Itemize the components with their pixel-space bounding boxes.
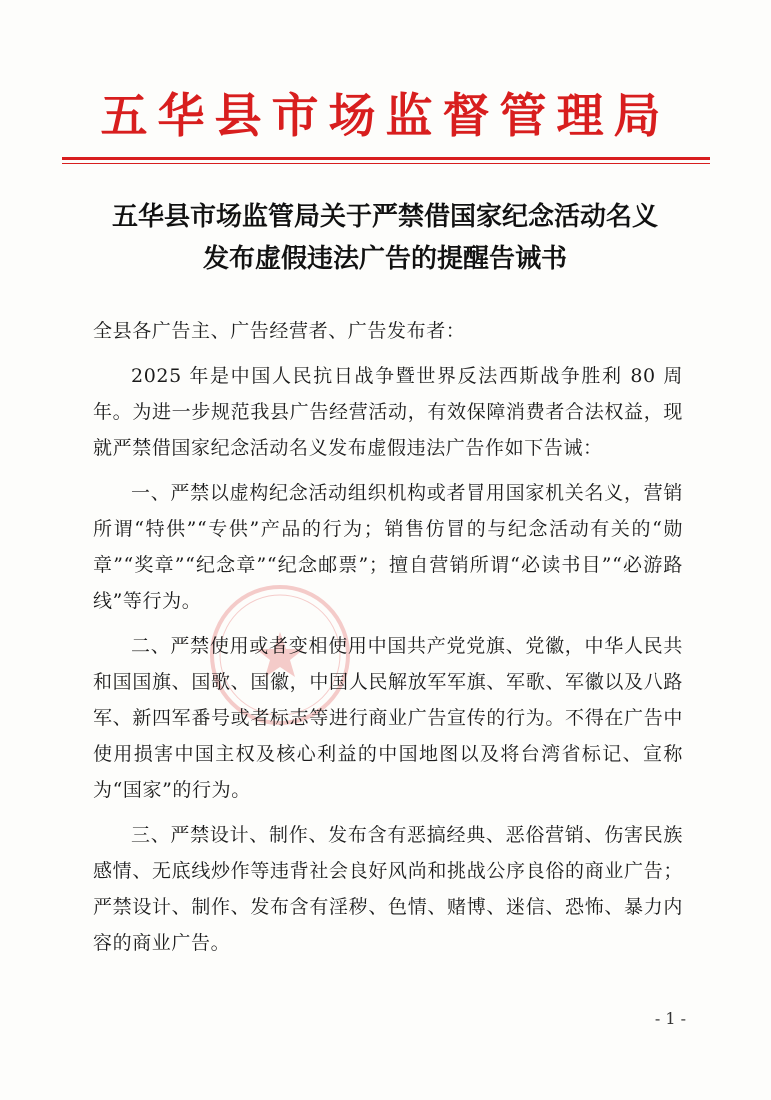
agency-letterhead: 五华县市场监督管理局 — [100, 89, 671, 144]
paragraph-intro: 2025 年是中国人民抗日战争暨世界反法西斯战争胜利 80 周年。为进一步规范我县广告经营活动，有效保障消费者合法权益，现就严禁借国家纪念活动名义发布虚假违法广告作如下告诫： — [93, 365, 683, 459]
letterhead-rule-thin — [62, 163, 710, 164]
document-title-line2: 发布虚假违法广告的提醒告诫书 — [202, 244, 567, 274]
letterhead-rule-thick — [62, 157, 710, 160]
document-title-line1: 五华县市场监管局关于严禁借国家纪念活动名义 — [111, 202, 658, 232]
document-title — [80, 196, 690, 280]
page-number: - 1 - — [654, 1009, 686, 1028]
salutation: 全县各广告主、广告经营者、广告发布者： — [93, 320, 466, 342]
paragraph-item-1: 一、严禁以虚构纪念活动组织机构或者冒用国家机关名义，营销所谓“特供”“专供”产品的行为；销售仿冒的与纪念活动有关的“勋章”“奖章”“纪念章”“纪念邮票”；擅自营销所谓“必读书目”“必游路线”等行为。 — [93, 482, 683, 612]
paragraph-item-3: 三、严禁设计、制作、发布含有恶搞经典、恶俗营销、伤害民族感情、无底线炒作等违背社会良好风尚和挑战公序良俗的商业广告；严禁设计、制作、发布含有淫秽、色情、赌博、迷信、恐怖、暴力内容的商业广告。 — [93, 824, 683, 954]
document-body — [93, 313, 683, 970]
paragraph-item-2: 二、严禁使用或者变相使用中国共产党党旗、党徽，中华人民共和国国旗、国歌、国徽，中国人民解放军军旗、军歌、军徽以及八路军、新四军番号或者标志等进行商业广告宣传的行为。不得在广告中使用损害中国主权及核心利益的中国地图以及将台湾省标记、宣称为“国家”的行为。 — [93, 635, 683, 801]
